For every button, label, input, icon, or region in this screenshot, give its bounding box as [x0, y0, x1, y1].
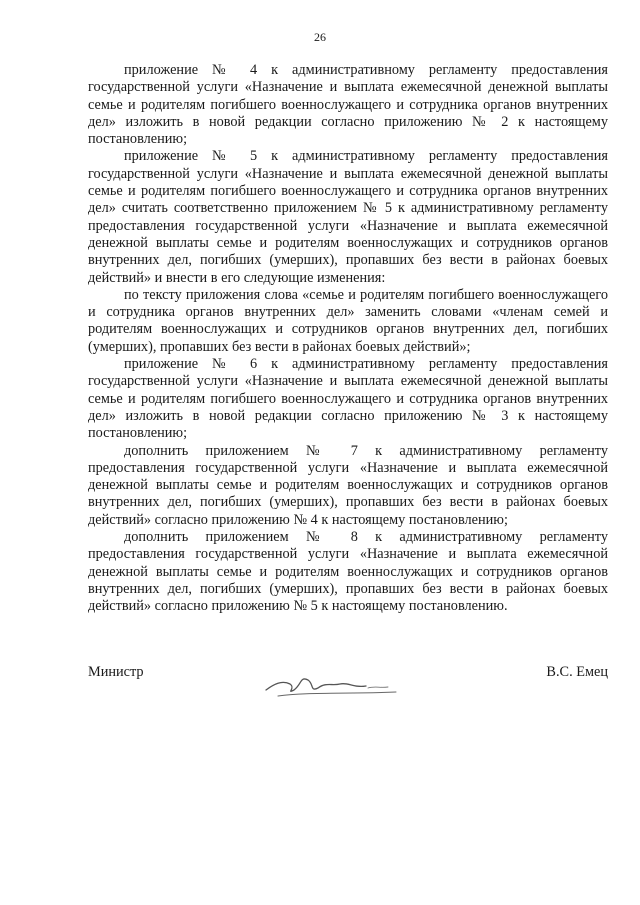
paragraph-add-appendix-8: дополнить приложением № 8 к административному регламенту предоставления государственной услуги «Назначение и выплата ежемесячной денежной выплаты семье и родителям военнослужащих и сотрудников органов внутренних дел, погибших (умерших), пропавших без вести в районах боевых действий» согласно приложению № 5 к настоящему постановлению.	[88, 529, 608, 615]
document-body	[88, 62, 608, 616]
signatory-title: Министр	[88, 664, 144, 680]
paragraph-add-appendix-7: дополнить приложением № 7 к административному регламенту предоставления государственной услуги «Назначение и выплата ежемесячной денежной выплаты семье и родителям военнослужащих и сотрудников органов внутренних дел, погибших (умерших), пропавших без вести в районах боевых действий» согласно приложению № 4 к настоящему постановлению;	[88, 442, 608, 528]
signature-block	[88, 664, 608, 704]
paragraph-appendix-4: приложение № 4 к административному регламенту предоставления государственной услуги «Назначение и выплата ежемесячной денежной выплаты семье и родителям погибшего военнослужащего и сотрудника органов внутренних дел» изложить в новой редакции согласно приложению № 2 к настоящему постановлению;	[88, 62, 608, 148]
paragraph-appendix-5: приложение № 5 к административному регламенту предоставления государственной услуги «Назначение и выплата ежемесячной денежной выплаты семье и родителям погибшего военнослужащего и сотрудника органов внутренних дел» считать соответственно приложением № 5 к административному регламенту предоставления государственной услуги «Назначение и выплата ежемесячной денежной выплаты семье и родителям военнослужащих и сотрудников органов внутренних дел, погибших (умерших), пропавших без вести в районах боевых действий» и внести в его следующие изменения:	[88, 148, 608, 286]
page-number: 26	[314, 30, 326, 44]
paragraph-text-replacement: по тексту приложения слова «семье и родителям погибшего военнослужащего и сотрудника органов внутренних дел» заменить словами «членам семей и родителям военнослужащих и сотрудников органов внутренних дел, погибших (умерших), пропавших без вести в районах боевых действий»;	[88, 286, 608, 355]
paragraph-appendix-6: приложение № 6 к административному регламенту предоставления государственной услуги «Назначение и выплата ежемесячной денежной выплаты семье и родителям погибшего военнослужащего и сотрудника органов внутренних дел» изложить в новой редакции согласно приложению № 3 к настоящему постановлению;	[88, 356, 608, 442]
signatory-name: В.С. Емец	[546, 664, 608, 680]
handwritten-signature	[256, 666, 406, 700]
